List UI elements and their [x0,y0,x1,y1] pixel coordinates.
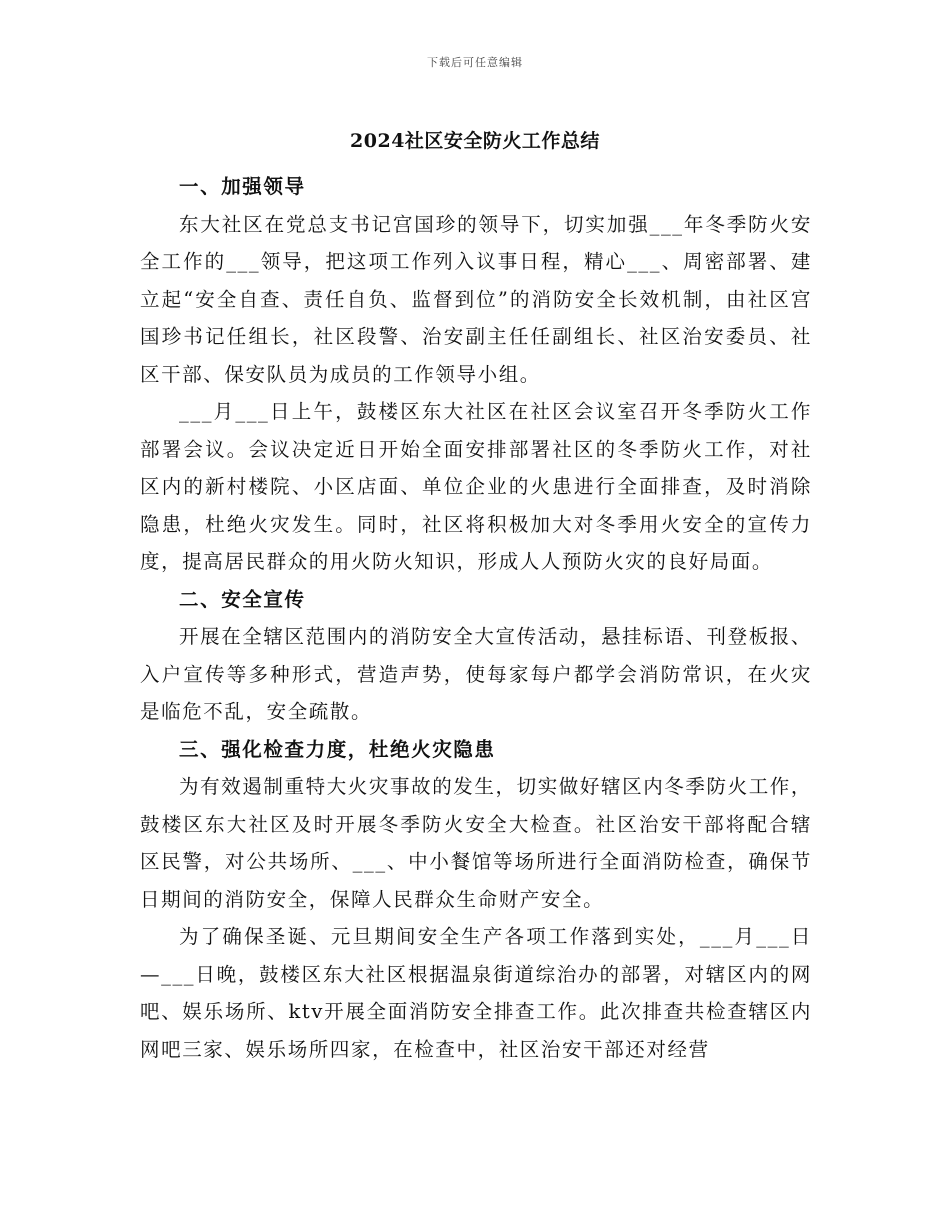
paragraph: ___月___日上午，鼓楼区东大社区在社区会议室召开冬季防火工作部署会议。会议决定近日开始全面安排部署社区的冬季防火工作，对社区内的新村楼院、小区店面、单位企业的火患进行全面排查，及时消除隐患，杜绝火灾发生。同时，社区将积极加大对冬季用火安全的宣传力度，提高居民群众的用火防火知识，形成人人预防火灾的良好局面。 [140,400,812,573]
paragraph: 为了确保圣诞、元旦期间安全生产各项工作落到实处，___月___日—___日晚，鼓楼区东大社区根据温泉街道综治办的部署，对辖区内的网吧、娱乐场所、ktv开展全面消防安全排查工作。此次排查共检查辖区内网吧三家、娱乐场所四家，在检查中，社区治安干部还对经营 [140,925,812,1061]
paragraph: 为有效遏制重特大火灾事故的发生，切实做好辖区内冬季防火工作，鼓楼区东大社区及时开展冬季防火安全大检查。社区治安干部将配合辖区民警，对公共场所、___、中小餐馆等场所进行全面消防检查，确保节日期间的消防安全，保障人民群众生命财产安全。 [140,775,813,911]
document-title: 2024社区安全防火工作总结 [350,130,600,152]
paragraph: 东大社区在党总支书记宫国珍的领导下，切实加强___年冬季防火安全工作的___领导，把这项工作列入议事日程，精心___、周密部署、建立起“安全自查、责任自负、监督到位”的消防安全长效机制，由社区宫国珍书记任组长，社区段警、治安副主任任副组长、社区治安委员、社区干部、保安队员为成员的工作领导小组。 [140,212,812,386]
document-body [140,168,812,1068]
paragraph: 开展在全辖区范围内的消防安全大宣传活动，悬挂标语、刊登板报、入户宣传等多种形式，营造声势，使每家每户都学会消防常识，在火灾是临危不乱，安全疏散。 [140,625,813,723]
header-note: 下载后可任意编辑 [427,56,523,69]
section-heading-1: 一、加强领导 [179,175,306,198]
section-heading-2: 二、安全宣传 [179,587,306,611]
section-heading-3: 三、强化检查力度，杜绝火灾隐患 [179,737,496,761]
